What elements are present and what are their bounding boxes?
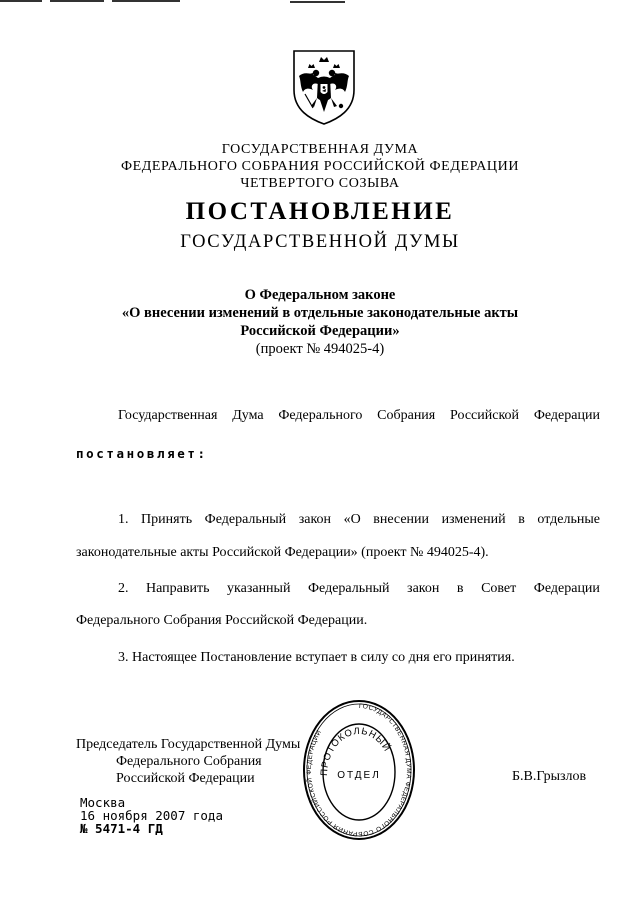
org-line-1: ГОСУДАРСТВЕННАЯ ДУМА [221,142,419,157]
svg-text:ПРОТОКОЛЬНЫЙ [319,726,393,776]
item-word: 2. [118,581,129,596]
item-word: Совет [481,581,517,596]
double-headed-eagle-icon [291,48,357,126]
intro-word: Федерального [278,408,363,423]
signature-position-line-3: Российской Федерации [116,771,255,786]
intro-word: Дума [232,408,264,423]
intro-word: Российской [450,408,520,423]
signatory-name: Б.В.Грызлов [512,769,587,784]
item-word: в [456,581,464,596]
document-date: 16 ноября 2007 года [80,808,223,823]
item-word: Федерации [533,581,600,596]
item-2-line-1 [118,581,600,597]
official-stamp [301,698,417,843]
document-title: ПОСТАНОВЛЕНИЕ [185,198,455,225]
item-1-line-1 [118,512,600,528]
document-subtitle: ГОСУДАРСТВЕННОЙ ДУМЫ [180,232,460,252]
subject-line-2: «О внесении изменений в отдельные законодательные акты [121,305,519,321]
signature-position-line-2: Федерального Собрания [116,754,262,769]
item-word: в [518,512,525,527]
subject-line-3: Российской Федерации» [240,323,400,339]
stamp-ring-text: ГОСУДАРСТВЕННАЯ ДУМА ФЕДЕРАЛЬНОГО СОБРАНИЯ РОССИЙСКОЙ ФЕДЕРАЦИИ [305,702,412,838]
item-word: закон [298,512,332,527]
item-word: отдельные [537,512,600,527]
organisation-header [0,141,640,192]
item-word: 1. [118,512,129,527]
intro-word: Государственная [118,408,218,423]
stamp-center-text: ОТДЕЛ [337,770,381,781]
intro-word: Федерации [533,408,600,423]
intro-paragraph [118,408,600,424]
signature-position-line-1: Председатель Государственной Думы [76,737,301,752]
item-word: Федеральный [204,512,287,527]
item-word: «О [343,512,361,527]
item-word: закон [407,581,440,596]
document-number: № 5471-4 ГД [80,821,163,836]
item-word: Принять [141,512,193,527]
decides-word: постановляет: [76,446,208,461]
subject-line-4: (проект № 494025-4) [255,341,385,357]
org-line-3: ЧЕТВЕРТОГО СОЗЫВА [240,176,400,191]
item-word: Федеральный [307,581,390,596]
item-word: изменений [441,512,506,527]
item-word: указанный [227,581,291,596]
item-1-line-2: законодательные акты Российской Федерации» (проект № 494025-4). [76,545,489,560]
intro-word: Собрания [377,408,436,423]
stamp-top-text: ПРОТОКОЛЬНЫЙ [318,725,393,777]
item-word: Направить [146,581,210,596]
item-3: 3. Настоящее Постановление вступает в силу со дня его принятия. [118,650,515,665]
item-word: внесении [373,512,430,527]
org-line-2: ФЕДЕРАЛЬНОГО СОБРАНИЯ РОССИЙСКОЙ ФЕДЕРАЦИИ [120,159,520,174]
city: Москва [80,795,126,810]
subject-line-1: О Федеральном законе [244,287,396,303]
item-2-line-2: Федерального Собрания Российской Федерации. [76,613,368,628]
scan-artifact-top [0,0,640,6]
document-subject [0,286,640,358]
